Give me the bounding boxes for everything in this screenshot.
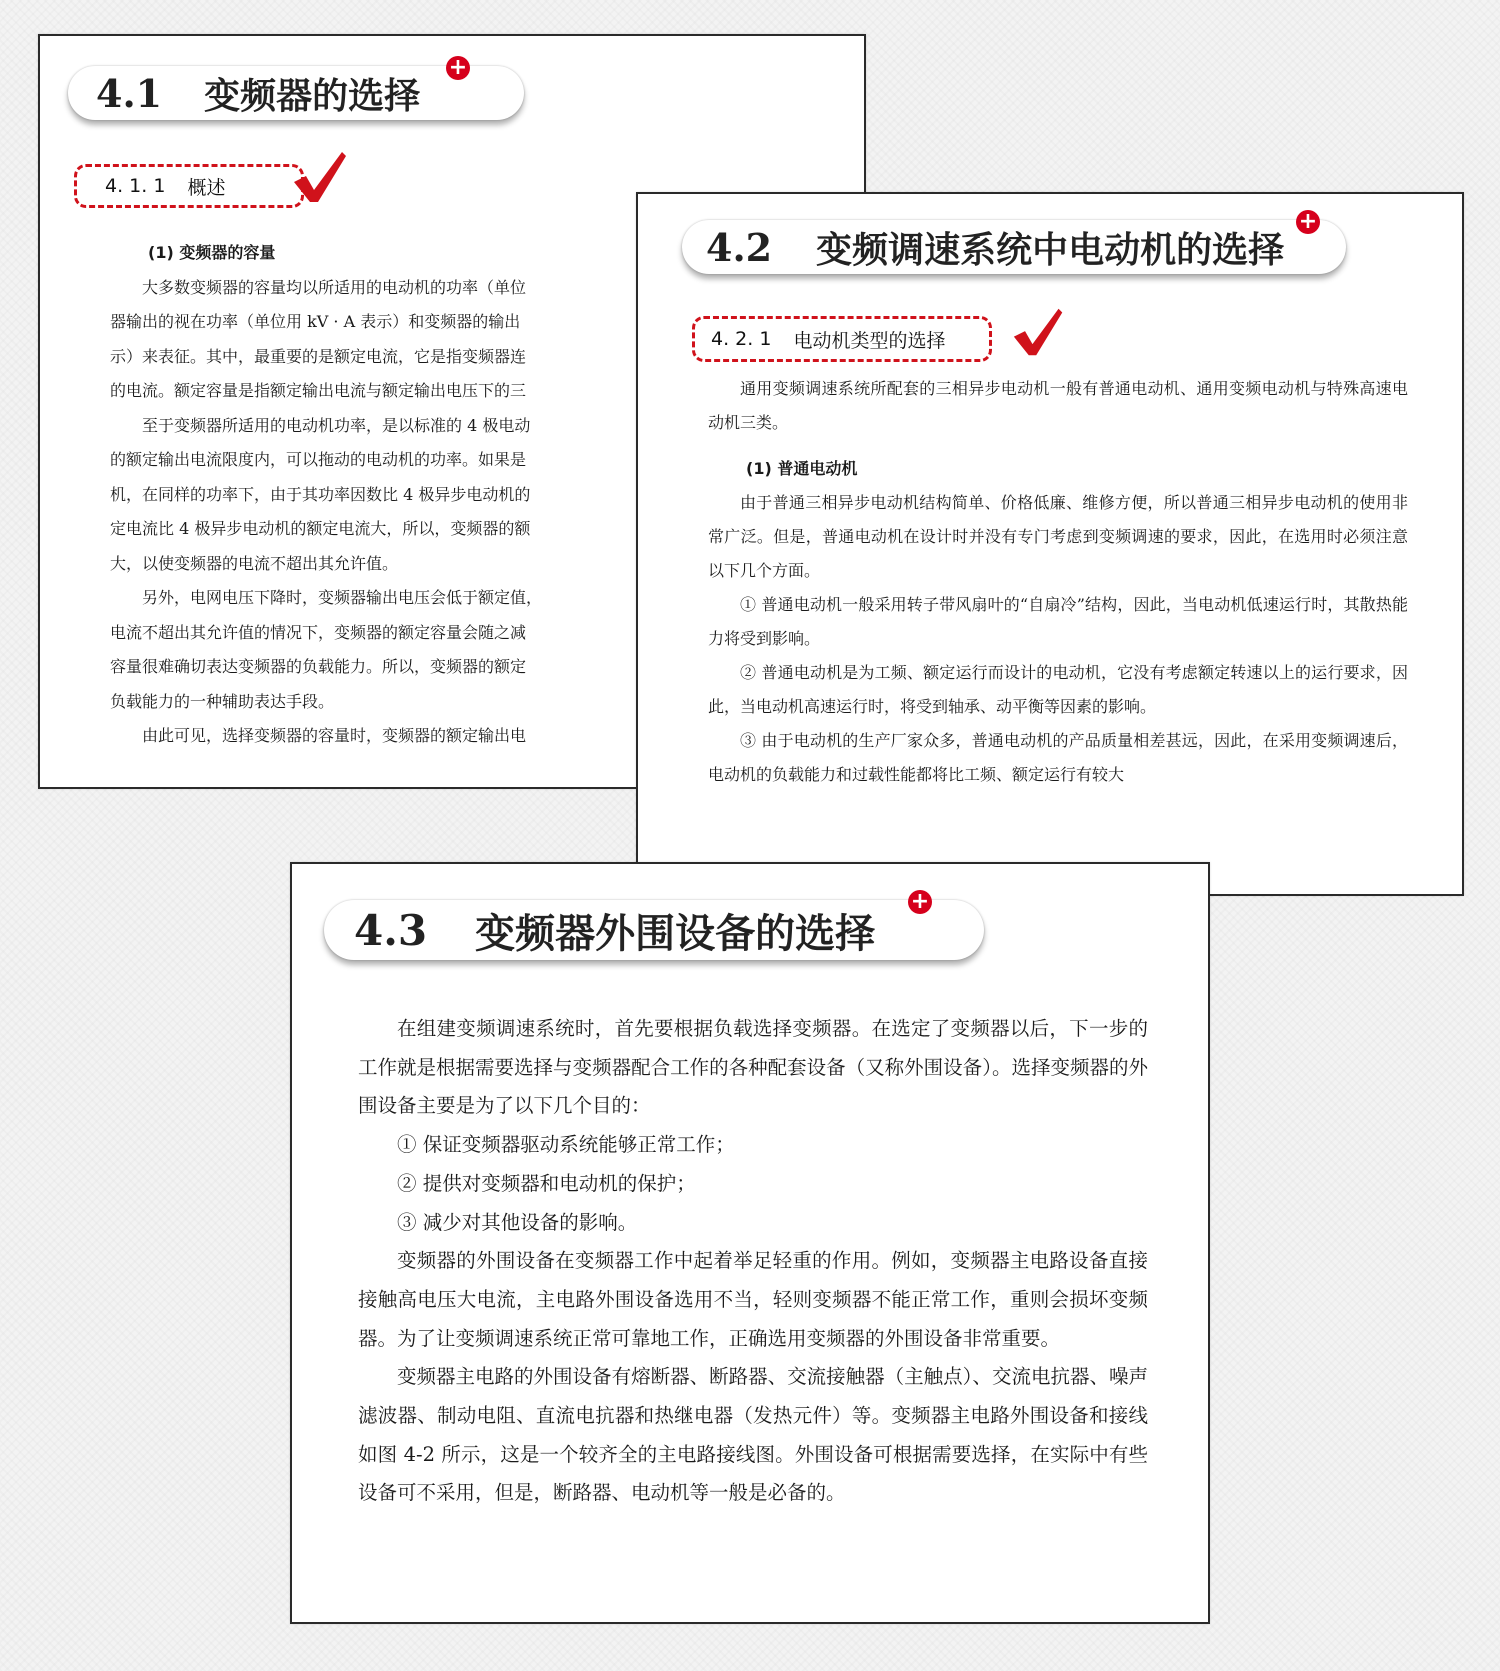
paragraph-heading: (1) 变频器的容量: [148, 243, 276, 262]
paragraph: 在组建变频调速系统时，首先要根据负载选择变频器。在选定了变频器以后，下一步的工作就是根据需要选择与变频器配合工作的各种配套设备（又称外围设备）。选择变频器的外围设备主要是为了以下几个目的：: [358, 1017, 1148, 1118]
text-line: 容量很难确切表达变频器的负载能力。所以，变频器的额定: [110, 657, 527, 676]
text-line: 另外，电网电压下降时，变频器输出电压会低于额定值，: [142, 588, 543, 607]
paragraph-heading: (1) 普通电动机: [746, 459, 858, 478]
subsection-title: 概述: [187, 176, 226, 199]
checkmark-icon: [1012, 304, 1066, 360]
paragraph: ② 普通电动机是为工频、额定运行而设计的电动机，它没有考虑额定转速以上的运行要求，因此，当电动机高速运行时，将受到轴承、动平衡等因素的影响。: [708, 663, 1408, 716]
text-line: 的额定输出电流限度内，可以拖动的电动机的功率。如果是: [110, 450, 527, 469]
page-body: [708, 372, 1408, 792]
text-line: 由此可见，选择变频器的容量时，变频器的额定输出电: [142, 726, 527, 745]
page-section-4-3: [290, 862, 1210, 1624]
section-title: 变频器外围设备的选择: [475, 909, 876, 957]
section-number: 4.2: [706, 224, 773, 270]
text-line: 的电流。额定容量是指额定输出电流与额定输出电压下的三: [110, 381, 527, 400]
subsection-number: 4. 1. 1: [105, 175, 166, 197]
section-title-banner: [682, 220, 1346, 274]
plus-circle-icon[interactable]: +: [1296, 210, 1320, 234]
paragraph: 变频器的外围设备在变频器工作中起着举足轻重的作用。例如，变频器主电路设备直接接触高电压大电流，主电路外围设备选用不当，轻则变频器不能正常工作，重则会损坏变频器。为了让变频调速系统正常可靠地工作，正确选用变频器的外围设备非常重要。: [358, 1249, 1148, 1350]
page-section-4-2: [636, 192, 1464, 896]
text-line: 定电流比 4 极异步电动机的额定电流大，所以，变频器的额: [110, 519, 531, 538]
subsection-number: 4. 2. 1: [711, 328, 772, 350]
list-item: ② 提供对变频器和电动机的保护；: [397, 1171, 696, 1195]
text-line: 负载能力的一种辅助表达手段。: [110, 691, 335, 711]
text-line: 机，在同样的功率下，由于其功率因数比 4 极异步电动机的: [110, 484, 531, 504]
text-line: 大，以使变频器的电流不超出其允许值。: [110, 553, 399, 573]
paragraph: 由于普通三相异步电动机结构简单、价格低廉、维修方便，所以普通三相异步电动机的使用非常广泛。但是，普通电动机在设计时并没有专门考虑到变频调速的要求，因此，在选用时必须注意以下几个方面。: [708, 493, 1408, 580]
list-item: ③ 减少对其他设备的影响。: [397, 1210, 638, 1234]
plus-circle-icon[interactable]: +: [446, 56, 470, 80]
page-body: [358, 1010, 1148, 1513]
section-title-banner: [324, 900, 984, 960]
text-line: 示）来表征。其中，最重要的是额定电流，它是指变频器连: [110, 346, 527, 366]
checkmark-icon: [292, 148, 350, 206]
section-title: 变频器的选择: [204, 74, 421, 117]
list-item: ① 保证变频器驱动系统能够正常工作；: [397, 1133, 735, 1157]
text-line: 至于变频器所适用的电动机功率，是以标准的 4 极电动: [142, 415, 531, 435]
subsection-box: [74, 164, 304, 208]
text-line: 器输出的视在功率（单位用 kV · A 表示）和变频器的输出: [110, 312, 521, 331]
section-number: 4.1: [96, 70, 163, 116]
paragraph: ① 普通电动机一般采用转子带风扇叶的“自扇冷”结构，因此，当电动机低速运行时，其散热能力将受到影响。: [708, 595, 1408, 648]
text-line: 电流不超出其允许值的情况下，变频器的额定容量会随之减: [110, 622, 527, 642]
section-number: 4.3: [354, 905, 428, 955]
subsection-title: 电动机类型的选择: [793, 329, 946, 352]
subsection-box: [692, 316, 992, 362]
section-title: 变频调速系统中电动机的选择: [816, 228, 1285, 271]
paragraph: 变频器主电路的外围设备有熔断器、断路器、交流接触器（主触点）、交流电抗器、噪声滤波器、制动电阻、直流电抗器和热继电器（发热元件）等。变频器主电路外围设备和接线如图 4-2 所示，这是一个较齐全的主电路接线图。外围设备可根据需要选择，在实际中有些设备可不采用，但是，断路器、电动机等一般是必备的。: [358, 1365, 1148, 1505]
paragraph: ③ 由于电动机的生产厂家众多，普通电动机的产品质量相差甚远，因此，在采用变频调速后，电动机的负载能力和过载性能都将比工频、额定运行有较大: [708, 731, 1408, 784]
paragraph: 通用变频调速系统所配套的三相异步电动机一般有普通电动机、通用变频电动机与特殊高速电动机三类。: [708, 379, 1408, 432]
plus-circle-icon[interactable]: +: [908, 890, 932, 914]
text-line: 大多数变频器的容量均以所适用的电动机的功率（单位: [142, 277, 527, 297]
